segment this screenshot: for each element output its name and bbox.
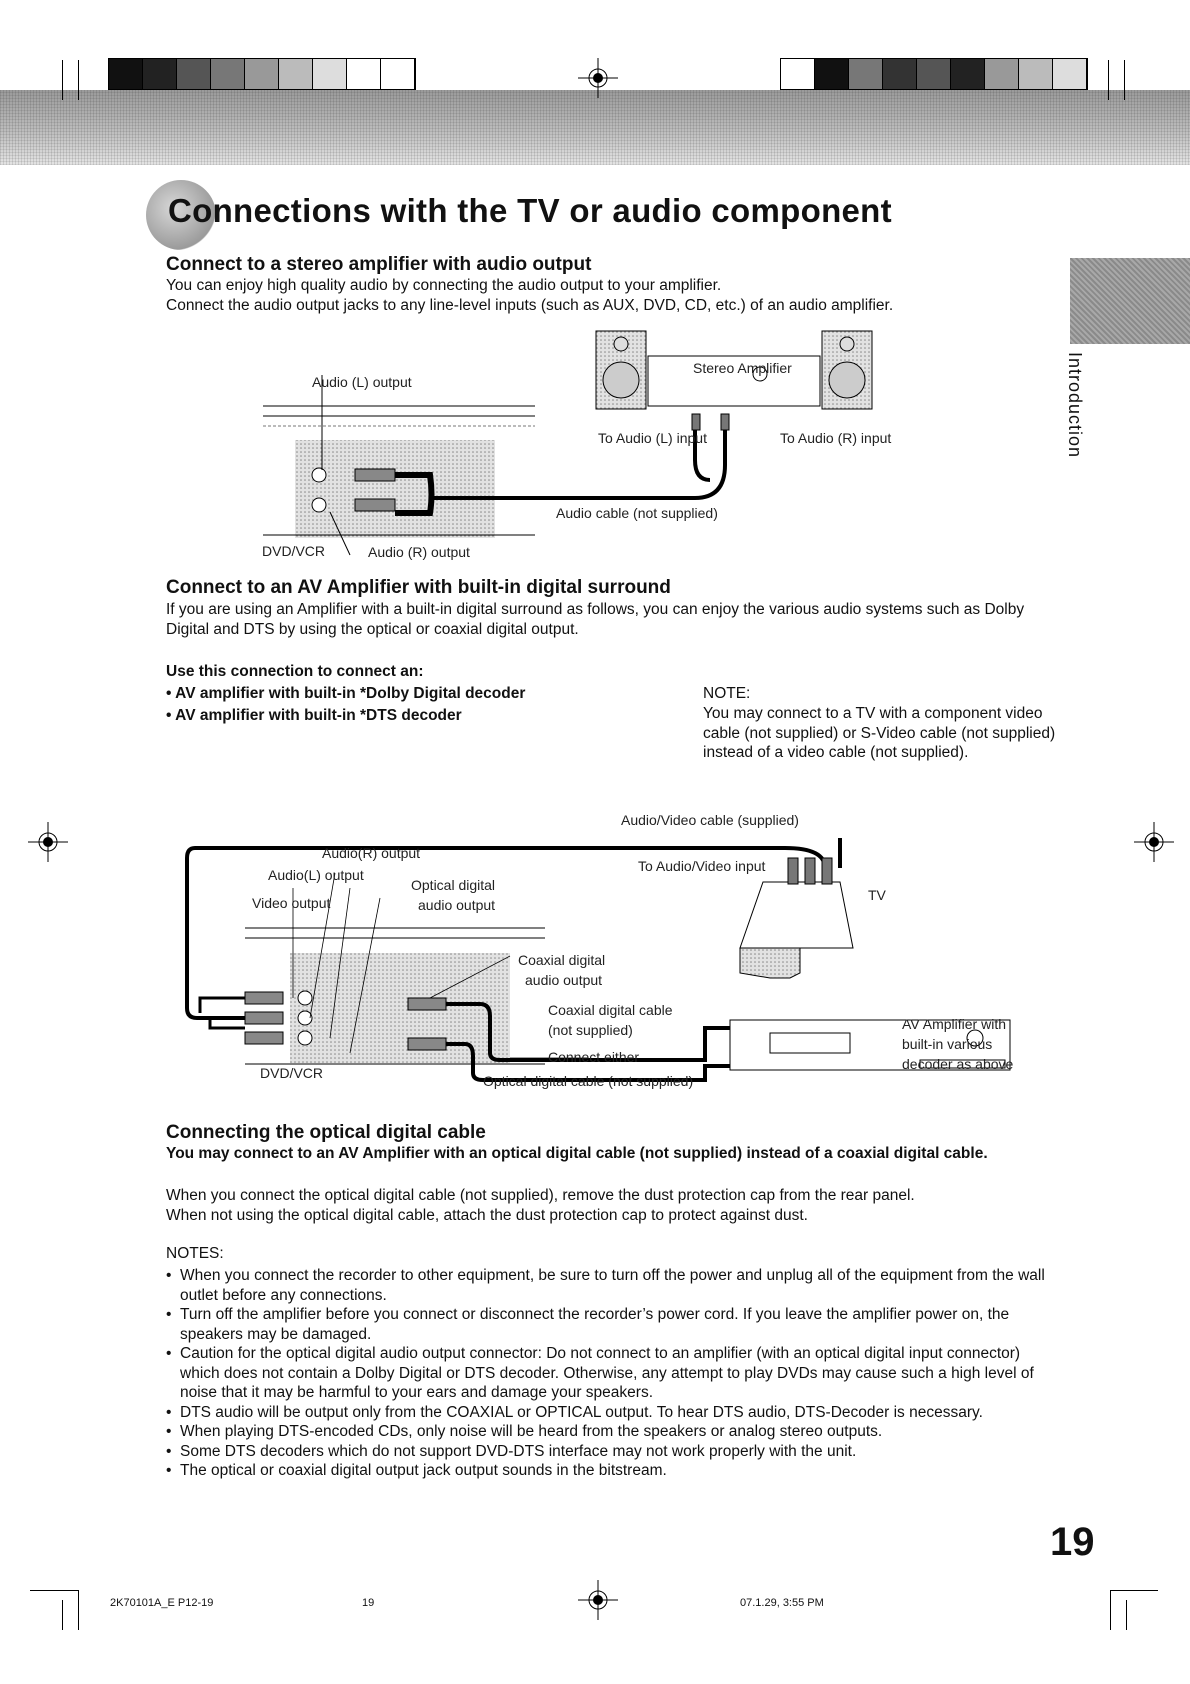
page-number: 19 xyxy=(1050,1520,1095,1564)
section3-bold-text: You may connect to an AV Amplifier with an optical digital cable (not supplied) instead of a coaxial digital cable. xyxy=(166,1145,988,1162)
label-coaxial-cable: Coaxial digital cable xyxy=(548,1002,673,1018)
section2-heading: Connect to an AV Amplifier with built-in digital surround xyxy=(166,577,671,598)
list-item: • AV amplifier with built-in *DTS decoder xyxy=(166,707,462,724)
label-coaxial-audio-output: audio output xyxy=(525,972,603,988)
crop-mark xyxy=(62,60,63,100)
section1-heading: Connect to a stereo amplifier with audio output xyxy=(166,254,592,275)
label-connect-either: Connect either xyxy=(548,1049,640,1065)
registration-mark-icon xyxy=(1134,822,1174,862)
crop-mark xyxy=(1110,1590,1158,1591)
section3-paragraph: When not using the optical digital cable, attach the dust protection cap to protect against dust. xyxy=(166,1207,808,1224)
label-av-amplifier: AV Amplifier with xyxy=(902,1016,1006,1032)
notes-label: NOTES: xyxy=(166,1245,224,1262)
label-av-amplifier: built-in various xyxy=(902,1036,993,1052)
list-item: • AV amplifier with built-in *Dolby Digital decoder xyxy=(166,685,526,702)
label-audio-l-output: Audio(L) output xyxy=(268,867,364,883)
crop-mark xyxy=(62,1600,63,1630)
label-optical-audio-output: audio output xyxy=(418,897,496,913)
list-item: • Turn off the amplifier before you connect or disconnect the recorder’s power cord. If you leave the amplifier power on, the speakers may be damaged. xyxy=(166,1305,1062,1344)
label-to-audio-l-input: To Audio (L) input xyxy=(598,430,707,446)
label-audio-cable: Audio cable (not supplied) xyxy=(556,505,718,521)
crop-mark xyxy=(30,1590,78,1591)
label-audio-r-output: Audio(R) output xyxy=(322,845,421,861)
label-av-amplifier: decoder as above xyxy=(902,1056,1014,1072)
label-audio-r-output: Audio (R) output xyxy=(368,544,470,560)
note-text: You may connect to a TV with a component video cable (not supplied) or S-Video cable (not supplied) instead of a video cable (not supplied). xyxy=(703,705,1056,761)
label-coaxial-cable-note: (not supplied) xyxy=(548,1022,633,1038)
footer-code: 2K70101A_E P12-19 xyxy=(110,1597,214,1609)
section-tab-label: Introduction xyxy=(1065,352,1085,459)
label-av-cable: Audio/Video cable (supplied) xyxy=(621,812,799,828)
page-title: Connections with the TV or audio component xyxy=(168,192,892,229)
footer-page: 19 xyxy=(362,1597,375,1609)
label-dvd-vcr: DVD/VCR xyxy=(260,1065,324,1081)
crop-mark xyxy=(1108,60,1109,100)
label-video-output: Video output xyxy=(252,895,331,911)
section3-heading: Connecting the optical digital cable xyxy=(166,1122,486,1143)
label-optical-cable: Optical digital cable (not supplied) xyxy=(483,1073,694,1089)
list-item: • When playing DTS-encoded CDs, only noise will be heard from the speakers or analog stereo outputs. xyxy=(166,1422,1062,1442)
section1-paragraph: Connect the audio output jacks to any line-level inputs (such as AUX, DVD, CD, etc.) of an audio amplifier. xyxy=(166,297,894,314)
list-item: • When you connect the recorder to other equipment, be sure to turn off the power and unplug all of the equipment from the wall outlet before any connections. xyxy=(166,1266,1062,1305)
section3-paragraph: When you connect the optical digital cable (not supplied), remove the dust protection cap from the rear panel. xyxy=(166,1187,915,1204)
list-item: • DTS audio will be output only from the COAXIAL or OPTICAL output. To hear DTS audio, DTS-Decoder is necessary. xyxy=(166,1403,1062,1423)
label-audio-l-output: Audio (L) output xyxy=(312,374,412,390)
section1-paragraph: You can enjoy high quality audio by connecting the audio output to your amplifier. xyxy=(166,277,722,294)
crop-mark xyxy=(1110,1590,1111,1630)
label-tv: TV xyxy=(868,887,886,903)
registration-mark-icon xyxy=(578,1580,618,1620)
label-coaxial-digital: Coaxial digital xyxy=(518,952,606,968)
section-tab xyxy=(1070,258,1190,344)
footer-date: 07.1.29, 3:55 PM xyxy=(740,1597,824,1609)
color-registration-bar-right xyxy=(780,58,1088,90)
label-to-audio-r-input: To Audio (R) input xyxy=(780,430,892,446)
registration-mark-icon xyxy=(578,58,618,98)
label-dvd-vcr: DVD/VCR xyxy=(262,543,326,559)
crop-mark xyxy=(1124,60,1125,100)
use-connection-label: Use this connection to connect an: xyxy=(166,663,424,680)
label-stereo-amplifier: Stereo Amplifier xyxy=(693,360,792,376)
color-registration-bar-left xyxy=(108,58,416,90)
crop-mark xyxy=(78,60,79,100)
crop-mark xyxy=(78,1590,79,1630)
list-item: • Caution for the optical digital audio output connector: Do not connect to an amplifier (with an optical digital input connector) which does not contain a Dolby Digital or DTS decoder. Otherwise, any attempt to play DVDs may cause such a high level of noise that it may be harmful to your ears and damage your speakers. xyxy=(166,1344,1062,1403)
registration-mark-icon xyxy=(28,822,68,862)
label-optical-digital: Optical digital xyxy=(411,877,496,893)
label-to-av-input: To Audio/Video input xyxy=(638,858,766,874)
header-band xyxy=(0,90,1190,165)
list-item: • The optical or coaxial digital output jack output sounds in the bitstream. xyxy=(166,1461,1062,1481)
section2-paragraph: If you are using an Amplifier with a built-in digital surround as follows, you can enjoy the various audio systems such as Dolby Digital and DTS by using the optical or coaxial digital output. xyxy=(166,601,1025,638)
notes-list xyxy=(166,1266,1062,1481)
note-label: NOTE: xyxy=(703,685,751,702)
list-item: • Some DTS decoders which do not support DVD-DTS interface may not work properly with the unit. xyxy=(166,1442,1062,1462)
crop-mark xyxy=(1126,1600,1127,1630)
